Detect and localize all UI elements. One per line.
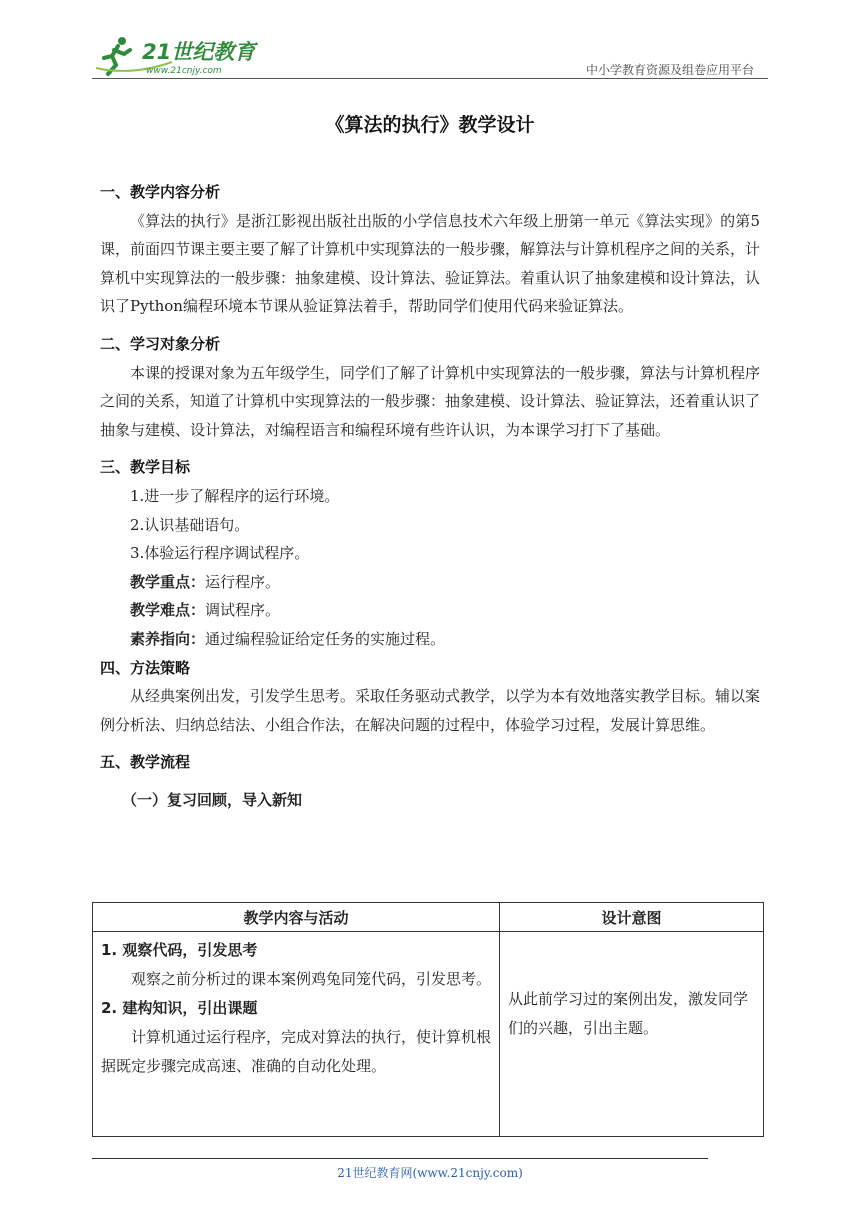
key-point-value: 运行程序。 bbox=[205, 572, 281, 591]
section-heading-objectives: 三、教学目标 bbox=[100, 458, 191, 477]
subsection-heading-review: （一）复习回顾，导入新知 bbox=[122, 790, 303, 809]
logo-brand-text: 21世纪教育 bbox=[142, 40, 256, 64]
table-header-row bbox=[93, 903, 764, 932]
difficult-point-value: 调试程序。 bbox=[205, 601, 281, 620]
document-title: 《算法的执行》教学设计 bbox=[325, 114, 535, 136]
section-heading-content-analysis: 一、教学内容分析 bbox=[100, 183, 221, 201]
platform-label: 中小学教育资源及组卷应用平台 bbox=[585, 63, 754, 77]
table-header-intent: 设计意图 bbox=[500, 903, 764, 932]
logo-url-text: www.21cnjy.com bbox=[146, 66, 222, 76]
step-text: 观察之前分析过的课本案例鸡兔同笼代码，引发思考。 bbox=[131, 970, 492, 988]
activities-cell bbox=[93, 932, 500, 1137]
literacy-point bbox=[100, 625, 760, 654]
objective-item: 1.进一步了解程序的运行环境。 bbox=[130, 486, 340, 505]
step-title: 2. 建构知识，引出课题 bbox=[101, 999, 258, 1017]
footer-divider bbox=[92, 1158, 708, 1159]
document-body bbox=[100, 178, 760, 814]
methods-paragraph: 从经典案例出发，引发学生思考。采取任务驱动式教学，以学为本有效地落实教学目标。辅以案例分析法、归纳总结法、小组合作法，在解决问题的过程中，体验学习过程，发展计算思维。 bbox=[100, 687, 761, 734]
content-analysis-paragraph: 《算法的执行》是浙江影视出版社出版的小学信息技术六年级上册第一单元《算法实现》的第5课，前面四节课主要主要了解了计算机中实现算法的一般步骤，解算法与计算机程序之间的关系，计算机中实现算法的一般步骤：抽象建模、设计算法、验证算法。着重认识了抽象建模和设计算法，认识了Python编程环境本节课从验证算法着手，帮助同学们使用代码来验证算法。 bbox=[100, 211, 761, 316]
section-heading-learner-analysis: 二、学习对象分析 bbox=[100, 334, 221, 353]
table-header-activities: 教学内容与活动 bbox=[93, 903, 500, 932]
difficult-point bbox=[100, 596, 760, 625]
learner-analysis-paragraph: 本课的授课对象为五年级学生，同学们了解了计算机中实现算法的一般步骤，算法与计算机程序之间的关系，知道了计算机中实现算法的一般步骤：抽象建模、设计算法、验证算法，还着重认识了抽象与建模、设计算法，对编程语言和编程环境有些许认识，为本课学习打下了基础。 bbox=[100, 363, 761, 439]
objective-item: 2.认识基础语句。 bbox=[130, 515, 250, 534]
literacy-point-value: 通过编程验证给定任务的实施过程。 bbox=[205, 629, 446, 648]
objective-item: 3.体验运行程序调试程序。 bbox=[130, 544, 310, 563]
runner-logo-icon bbox=[92, 32, 262, 78]
section-heading-methods: 四、方法策略 bbox=[100, 658, 191, 677]
footer-link[interactable]: 21世纪教育网(www.21cnjy.com) bbox=[337, 1166, 523, 1180]
section-heading-process: 五、教学流程 bbox=[100, 753, 191, 772]
process-table bbox=[92, 902, 764, 1137]
key-point bbox=[100, 568, 760, 597]
site-logo[interactable] bbox=[92, 32, 262, 78]
table-row bbox=[93, 932, 764, 1137]
difficult-point-label: 教学难点： bbox=[130, 601, 206, 620]
header-divider bbox=[92, 78, 768, 79]
step-text: 计算机通过运行程序，完成对算法的执行，使计算机根据既定步骤完成高速、准确的自动化处理。 bbox=[101, 1028, 492, 1075]
literacy-point-label: 素养指向： bbox=[130, 629, 206, 648]
key-point-label: 教学重点： bbox=[130, 572, 206, 591]
intent-cell: 从此前学习过的案例出发，激发同学们的兴趣，引出主题。 bbox=[500, 932, 764, 1137]
step-title: 1. 观察代码，引发思考 bbox=[101, 941, 258, 959]
